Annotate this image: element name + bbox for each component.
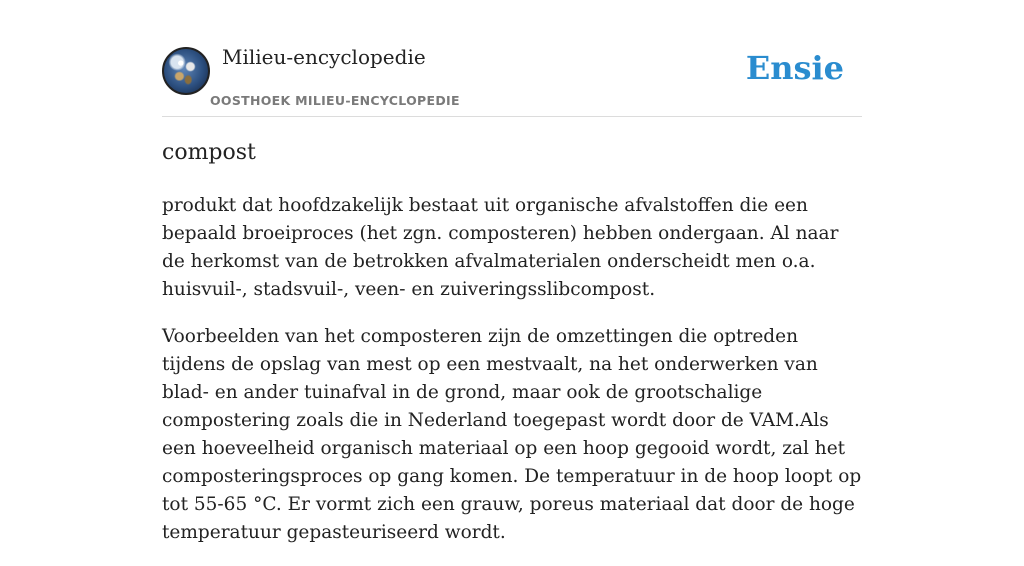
- paragraph: Voorbeelden van het composteren zijn de omzettingen die optreden tijdens de opslag van mest op een mestvaalt, na het onderwerken van blad- en ander tuinafval in de grond, maar ook de grootschalige compostering zoals die in Nederland toegepast wordt door de VAM.Als een hoeveelheid organisch materiaal op een hoop gegooid wordt, zal het composteringsproces op gang komen. De temperatuur in de hoop loopt op tot 55-65 °C. Er vormt zich een grauw, poreus materiaal dat door de hoge temperatuur gepasteuriseerd wordt.: [162, 326, 862, 543]
- site-subtitle: OOSTHOEK MILIEU-ENCYCLOPEDIE: [210, 93, 460, 108]
- site-name[interactable]: Milieu-encyclopedie: [222, 45, 426, 69]
- article-body: [162, 192, 862, 566]
- page-title: compost: [162, 140, 256, 165]
- brand-logo[interactable]: Ensie: [745, 49, 844, 87]
- globe-icon[interactable]: [162, 47, 210, 95]
- paragraph: produkt dat hoofdzakelijk bestaat uit organische afvalstoffen die een bepaald broeiproces (het zgn. composteren) hebben ondergaan. Al naar de herkomst van de betrokken afvalmaterialen onderscheidt men o.a. huisvuil-, stadsvuil-, veen- en zuiveringsslibcompost.: [162, 195, 839, 300]
- site-header: [162, 45, 862, 117]
